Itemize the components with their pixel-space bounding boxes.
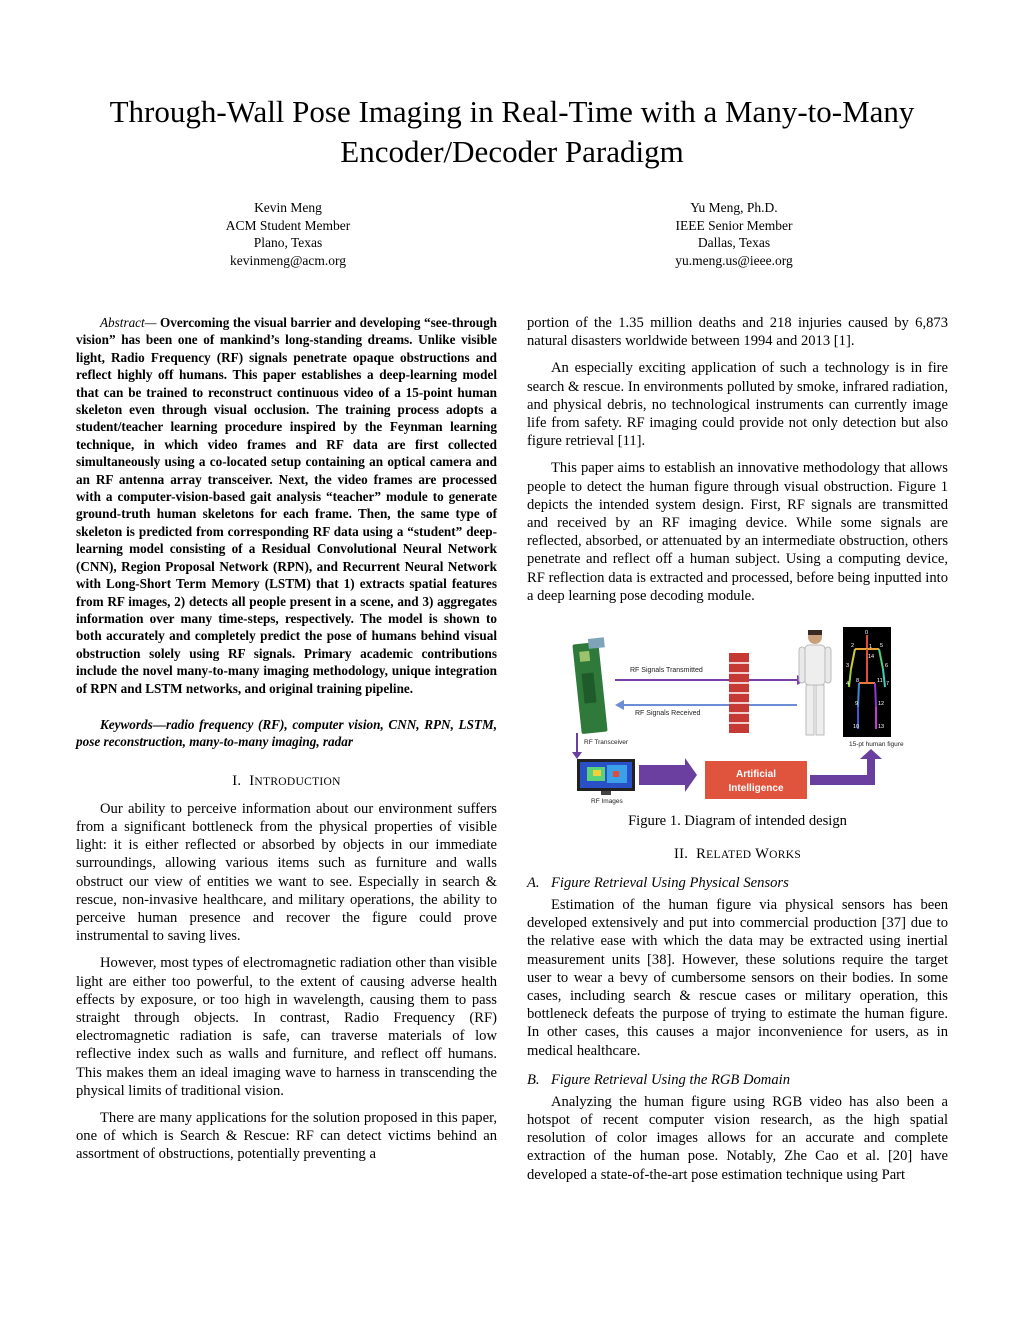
skeleton-joint-number: 3 [846, 663, 850, 670]
receive-arrowhead [615, 700, 624, 710]
section-heading-rest: NTRODUCTION [254, 775, 341, 788]
skeleton-joint-number: 14 [868, 654, 875, 661]
skeleton-joint-number: 13 [878, 724, 885, 731]
section-heading-initial-2: W [755, 846, 770, 863]
intro-paragraph-3: There are many applications for the solution proposed in this paper, one of which is Search & Rescue: RF can detect victims behind an assortment of obstructions, potentially preventing a [76, 1110, 497, 1163]
rf-images-label: RF Images [591, 798, 623, 806]
skeleton-joint-number: 4 [846, 681, 850, 688]
monitor-to-ai-arrow [639, 758, 697, 792]
author-name: Yu Meng, Ph.D. [690, 200, 778, 215]
subsection-letter: B. [527, 1071, 540, 1088]
skeleton-joint-number: 10 [853, 724, 860, 731]
author-email: yu.meng.us@ieee.org [675, 252, 793, 268]
ai-label-line2: Intelligence [728, 783, 784, 795]
right-column [527, 314, 948, 1184]
subsection-letter: A. [527, 875, 540, 892]
section-heading-related-works [527, 846, 948, 863]
human-subject [799, 630, 831, 735]
receive-label: RF Signals Received [635, 710, 701, 718]
figure-caption: Figure 1. Diagram of intended design [628, 813, 847, 830]
ai-label-line1: Artificial [735, 769, 777, 781]
transceiver-label: RF Transceiver [584, 739, 629, 747]
author-email: kevinmeng@acm.org [229, 252, 347, 268]
author-location: Plano, Texas [253, 235, 323, 250]
related-paragraph-b: Analyzing the human figure using RGB video has also been a hotspot of recent computer vision research, as the high spatial resolution of color images allows for an accurate and complete extraction of the human pose. Notably, Zhe Cao et al. [20] have developed a state-of-the-art pose estimation technique using Part [527, 1093, 948, 1183]
skeleton-joint-number: 9 [855, 701, 859, 708]
transmit-label: RF Signals Transmitted [630, 667, 703, 675]
author-role: IEEE Senior Member [675, 217, 793, 233]
author-name: Kevin Meng [254, 200, 322, 215]
ai-to-skeleton-arrow [810, 749, 882, 785]
section-heading-initial: I [249, 772, 255, 789]
author-role: ACM Student Member [225, 217, 351, 233]
skeleton-joint-number: 6 [885, 663, 889, 670]
body-paragraph-fire: An especially exciting application of such a technology is in fire search & rescue. In environments polluted by smoke, infrared radiation, and physical debris, no technological instruments can currently image life from safety. RF imaging could provide not only detection but also figure retrieval [11]. [527, 360, 948, 450]
section-heading-rest: ELATED [706, 849, 752, 862]
skeleton-label: 15-pt human figure [849, 741, 904, 749]
intro-paragraph-2: However, most types of electromagnetic radiation other than visible light are either too powerful, to the extent of causing adverse health effects by exposure, or too high in wavelength, causing them to pass straight through objects. In contrast, Radio Frequency (RF) electromagnetic radiation is safe, can traverse materials of low reflective index such as walls and furniture, and reflect off humans. This makes them an ideal imaging wave to harness in transcending the physical limits of traditional vision. [76, 955, 497, 1099]
subsection-heading-b [527, 1072, 948, 1089]
left-column [76, 314, 497, 1164]
author-block-2 [604, 199, 864, 269]
keywords: Keywords—radio frequency (RF), computer vision, CNN, RPN, LSTM, pose reconstruction, many-to-many imaging, radar [76, 716, 497, 750]
paper-title: Through-Wall Pose Imaging in Real-Time with a Many-to-Many Encoder/Decoder Paradigm [109, 94, 915, 169]
subsection-title: Figure Retrieval Using Physical Sensors [551, 875, 789, 892]
continued-paragraph: portion of the 1.35 million deaths and 218 injuries caused by 6,873 natural disasters worldwide between 1994 and 2013 [1]. [527, 315, 948, 350]
skeleton-joint-number: 1 [869, 644, 873, 651]
related-paragraph-a: Estimation of the human figure via physical sensors has been developed extensively and put into commercial production [37] due to the relative ease with which the data may be extracted using inertial measurement units [38]. However, these solutions require the target user to wear a bevy of cumbersome sensors on their bodies. In some cases, including search & rescue cases or military operation, this bottleneck defeats the purpose of trying to estimate the human figure. In other cases, this causes a major inconvenience for users, as in medical healthcare. [527, 897, 948, 1059]
abstract [76, 314, 497, 697]
section-numeral: II. [673, 846, 689, 863]
author-block-1 [158, 199, 418, 269]
brick-wall [729, 653, 749, 733]
skeleton-joint-number: 11 [877, 678, 883, 685]
intro-paragraph-1: Our ability to perceive information about our environment suffers from a significant bottleneck from the physical properties of visible light: it is either reflected or absorbed by objects in our immediate surroundings, allowing various items such as furniture and walls obstruct our view of entities we want to see. Especially in search & rescue, non-invasive healthcare, and military operations, the ability to perceive human presence and recover the figure could prove instrumental to saving lives. [76, 800, 497, 945]
skeleton-joint-number: 7 [886, 681, 890, 688]
skeleton-joint-number: 8 [856, 678, 860, 685]
abstract-label: Abstract— [100, 315, 157, 330]
subsection-heading-a [527, 875, 948, 892]
subsection-title: Figure Retrieval Using the RGB Domain [551, 1071, 790, 1088]
skeleton-joint-number: 2 [851, 643, 855, 650]
skeleton-joint-number: 0 [865, 630, 869, 637]
rf-transceiver-board [572, 637, 607, 734]
section-numeral: I. [232, 772, 242, 789]
section-heading-rest-2: ORKS [769, 849, 802, 862]
skeleton-joint-number: 12 [878, 701, 885, 708]
skeleton-joint-number: 5 [880, 643, 884, 650]
abstract-text: Overcoming the visual barrier and developing “see-through vision” has been one of mankind’s long-standing dreams. Unlike visible light, Radio Frequency (RF) signals penetrate opaque obstructions and reflect highly off humans. This paper establishes a deep-learning model that can be trained to reconstruct continuous video of a 15-point human skeleton even through visual occlusion. The training process adopts a student/teacher learning procedure inspired by the Feynman learning technique, in which video frames and RF data are first collected simultaneously using a co-located setup containing an optical camera and an RF antenna array transceiver. Next, the video frames are processed with a computer-vision-based gait analysis “teacher” module to generate ground-truth human skeletons for each frame. Then, the same type of skeleton is predicted from corresponding RF data using a “student” deep-learning model consisting of a Residual Convolutional Neural Network (CNN), Region Proposal Network (RPN), and Recurrent Neural Network with Long-Short Term Memory (LSTM) that 1) extracts spatial features from RF images, 2) detects all people present in a scene, and 3) aggregates information over many time-steps, respectively. The model is shown to both accurately and completely predict the pose of humans behind visual obstruction solely using RF signals. Primary academic contributions include the novel many-to-many imaging methodology, unique integration of RPN and LSTM networks, and original training pipeline. [76, 315, 497, 696]
system-diagram [527, 625, 948, 805]
author-location: Dallas, Texas [697, 235, 771, 250]
section-heading-introduction [76, 773, 497, 790]
figure-1 [527, 625, 948, 805]
section-heading-initial: R [696, 846, 707, 863]
body-paragraph-aims: This paper aims to establish an innovative methodology that allows people to detect the human figure through visual obstruction. Figure 1 depicts the intended system design. First, RF signals are transmitted and received by an RF imaging device. While some signals are reflected, absorbed, or attenuated by an intermediate obstruction, others penetrate and reflect off a human subject. Using a computing device, RF reflection data is extracted and processed, before being inputted into a deep learning pose decoding module. [527, 460, 948, 604]
